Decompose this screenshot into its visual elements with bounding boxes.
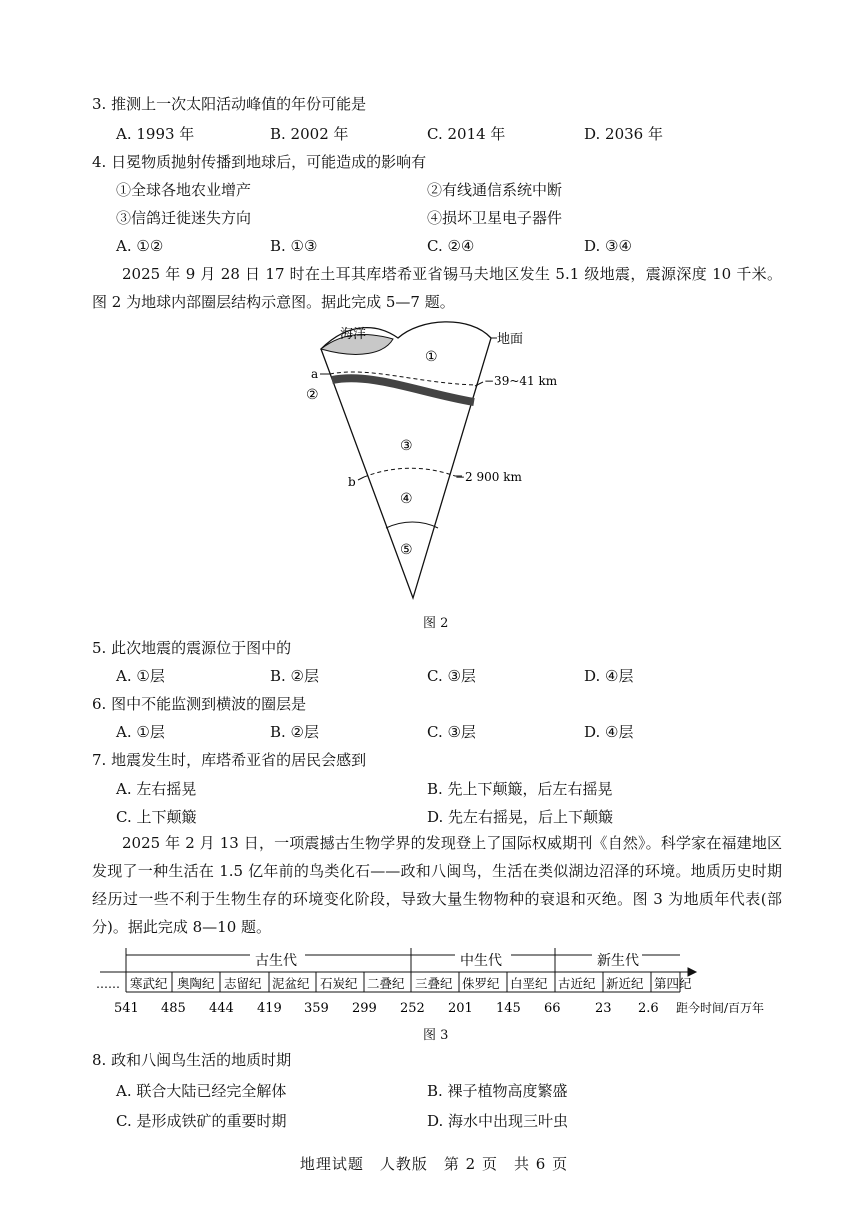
geologic-timescale xyxy=(90,944,790,1020)
q5-stem: 5. 此次地震的震源位于图中的 xyxy=(92,639,292,657)
age-485: 485 xyxy=(161,1001,186,1016)
q6-option-d: D. ④层 xyxy=(584,723,634,741)
timescale-axis-label: 距今时间/百万年 xyxy=(676,1001,765,1015)
q4-option-c: C. ②④ xyxy=(427,237,475,255)
q6-stem: 6. 图中不能监测到横波的圈层是 xyxy=(92,695,307,713)
era-paleozoic: 古生代 xyxy=(255,953,297,969)
q3-option-d: D. 2036 年 xyxy=(584,125,663,143)
earth-interior-diagram xyxy=(290,318,580,608)
q3-option-b: B. 2002 年 xyxy=(270,125,349,143)
age-541: 541 xyxy=(114,1001,139,1016)
q8-option-c: C. 是形成铁矿的重要时期 xyxy=(116,1112,287,1130)
boundary-b-label: b xyxy=(348,475,356,489)
q8-option-d: D. 海水中出现三叶虫 xyxy=(427,1112,569,1130)
age-359: 359 xyxy=(304,1001,329,1016)
period-quaternary: 第四纪 xyxy=(654,976,692,991)
q6-option-b: B. ②层 xyxy=(270,723,320,741)
depth1-label: −39~41 km xyxy=(484,374,558,388)
period-ordovician: 奥陶纪 xyxy=(177,976,215,991)
period-devonian: 泥盆纪 xyxy=(272,976,310,991)
age-252: 252 xyxy=(400,1001,425,1016)
q7-option-a: A. 左右摇晃 xyxy=(116,780,197,798)
layer-1-label: ① xyxy=(425,349,438,365)
q4-item-2: ②有线通信系统中断 xyxy=(427,181,563,199)
q7-option-c: C. 上下颠簸 xyxy=(116,808,197,826)
period-cretaceous: 白垩纪 xyxy=(510,976,548,991)
layer-4-label: ④ xyxy=(400,491,413,507)
passage-fossil xyxy=(92,829,782,941)
q5-option-a: A. ①层 xyxy=(116,667,165,685)
depth1-leader-line xyxy=(475,382,483,386)
q4-stem: 4. 日冕物质抛射传播到地球后，可能造成的影响有 xyxy=(92,153,427,171)
page-footer: 地理试题 人教版 第 2 页 共 6 页 xyxy=(299,1155,569,1173)
q3-option-a: A. 1993 年 xyxy=(116,125,195,143)
q4-option-b: B. ①③ xyxy=(270,237,318,255)
period-silurian: 志留纪 xyxy=(224,976,262,991)
q4-item-1: ①全球各地农业增产 xyxy=(116,181,252,199)
period-permian: 二叠纪 xyxy=(367,976,405,991)
age-444: 444 xyxy=(209,1001,234,1016)
period-jurassic: 侏罗纪 xyxy=(462,976,500,991)
q8-stem: 8. 政和八闽鸟生活的地质时期 xyxy=(92,1051,292,1069)
timescale-ellipsis: …… xyxy=(96,977,120,991)
ocean-label: 海洋 xyxy=(340,327,367,342)
passage-earthquake-text: 2025 年 9 月 28 日 17 时在土耳其库塔希亚省锡马夫地区发生 5.1 级地震，震源深度 10 千米。图 2 为地球内部圈层结构示意图。据此完成 5—7 题。 xyxy=(92,265,782,311)
age-299: 299 xyxy=(352,1001,377,1016)
q7-option-d: D. 先左右摇晃，后上下颠簸 xyxy=(427,808,614,826)
q3-stem: 3. 推测上一次太阳活动峰值的年份可能是 xyxy=(92,95,367,113)
passage-fossil-text: 2025 年 2 月 13 日，一项震撼古生物学界的发现登上了国际权威期刊《自然》。科学家在福建地区发现了一种生活在 1.5 亿年前的鸟类化石——政和八闽鸟，生活在类似湖边沼泽的环境。地质历史时期经历过一些不利于生物生存的环境变化阶段，导致大量生物物种的衰退和灭绝。图 3 为地质年代表(部分)。据此完成 8—10 题。 xyxy=(92,834,782,936)
fig2-caption: 图 2 xyxy=(423,616,449,631)
period-cambrian: 寒武纪 xyxy=(130,976,168,991)
layer-2-band xyxy=(332,378,474,402)
depth2-label: −2 900 km xyxy=(455,470,522,484)
period-neogene: 新近纪 xyxy=(606,976,644,991)
q8-option-b: B. 裸子植物高度繁盛 xyxy=(427,1082,568,1100)
ground-label: 地面 xyxy=(497,332,524,347)
q8-option-a: A. 联合大陆已经完全解体 xyxy=(116,1082,287,1100)
q5-option-c: C. ③层 xyxy=(427,667,476,685)
q4-item-3: ③信鸽迁徙迷失方向 xyxy=(116,209,252,227)
label-b-leader-line xyxy=(358,477,364,480)
q7-stem: 7. 地震发生时，库塔希亚省的居民会感到 xyxy=(92,751,367,769)
inner-core-boundary xyxy=(386,522,438,528)
q4-item-4: ④损坏卫星电子器件 xyxy=(427,209,563,227)
q7-option-b: B. 先上下颠簸，后左右摇晃 xyxy=(427,780,613,798)
age-419: 419 xyxy=(257,1001,282,1016)
layer-5-label: ⑤ xyxy=(400,542,413,558)
era-mesozoic: 中生代 xyxy=(460,953,502,969)
q3-option-c: C. 2014 年 xyxy=(427,125,506,143)
gutenberg-boundary xyxy=(364,468,455,477)
q4-option-a: A. ①② xyxy=(116,237,164,255)
boundary-a-label: a xyxy=(311,367,319,381)
passage-earthquake xyxy=(92,260,782,316)
q6-option-c: C. ③层 xyxy=(427,723,476,741)
age-66: 66 xyxy=(544,1001,561,1016)
fig3-caption: 图 3 xyxy=(423,1028,449,1043)
layer-2-label: ② xyxy=(306,387,319,403)
period-triassic: 三叠纪 xyxy=(415,976,453,991)
age-201: 201 xyxy=(448,1001,473,1016)
age-2-6: 2.6 xyxy=(638,1001,659,1016)
q4-option-d: D. ③④ xyxy=(584,237,632,255)
layer-3-label: ③ xyxy=(400,438,413,454)
period-carboniferous: 石炭纪 xyxy=(320,976,358,991)
period-paleogene: 古近纪 xyxy=(558,976,596,991)
q6-option-a: A. ①层 xyxy=(116,723,165,741)
q5-option-d: D. ④层 xyxy=(584,667,634,685)
age-145: 145 xyxy=(496,1001,521,1016)
q5-option-b: B. ②层 xyxy=(270,667,320,685)
age-23: 23 xyxy=(595,1001,612,1016)
era-cenozoic: 新生代 xyxy=(597,953,639,969)
